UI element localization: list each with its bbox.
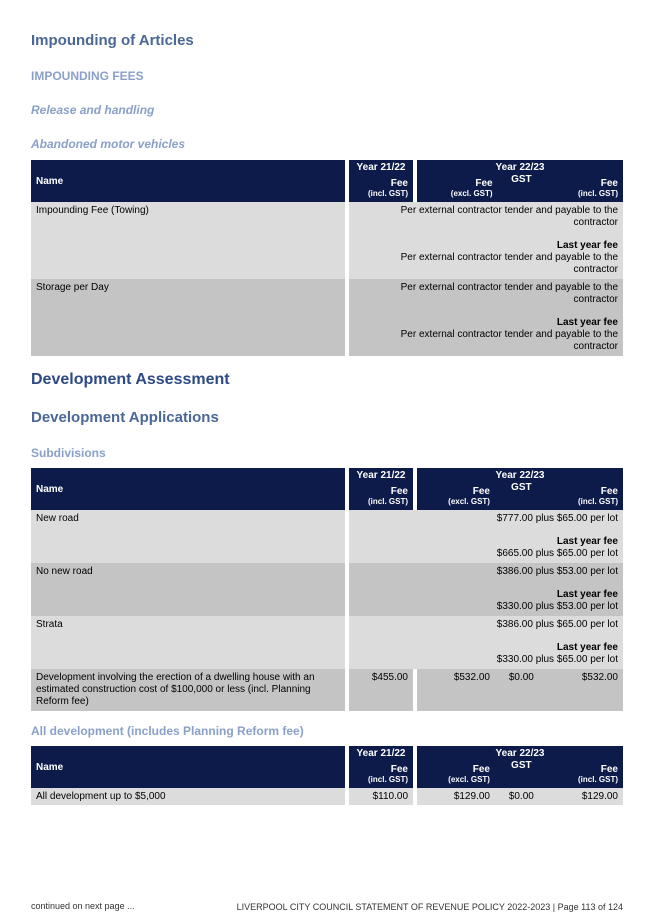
column-header-year-prev: Year 21/22 <box>349 468 417 482</box>
table-row <box>31 616 623 669</box>
row-fee-incl: $129.00 <box>548 788 623 805</box>
column-header-fee-incl: Fee (incl. GST) <box>548 482 623 510</box>
continued-note: continued on next page ... <box>31 901 135 911</box>
column-header-fee-excl: Fee (excl. GST) <box>417 760 495 788</box>
table-row <box>31 510 623 563</box>
fees-table-abandoned-vehicles <box>31 160 623 356</box>
section-title-dev-assessment: Development Assessment <box>31 371 230 388</box>
column-header-fee-incl-prev: Fee (incl. GST) <box>349 174 417 202</box>
column-header-name: Name <box>31 160 349 202</box>
row-fee: $386.00 plus $53.00 per lot Last year fee $330.00 plus $53.00 per lot <box>349 563 623 616</box>
subsection-impounding-fees: IMPOUNDING FEES <box>31 69 144 83</box>
column-header-fee-incl-prev: Fee (incl. GST) <box>349 482 417 510</box>
column-header-fee-excl: Fee (excl. GST) <box>417 174 498 202</box>
section-title-impounding: Impounding of Articles <box>31 32 194 49</box>
column-header-gst: GST <box>498 174 546 202</box>
row-name: Development involving the erection of a dwelling house with an estimated construction cost of $100,000 or less (incl. Planning Reform fee) <box>31 669 349 711</box>
row-fee: Per external contractor tender and payable to the contractor Last year fee Per external contractor tender and payable to the contractor <box>349 279 623 356</box>
table-row <box>31 202 623 279</box>
column-header-gst: GST <box>495 760 548 788</box>
row-fee-excl: $129.00 <box>417 788 495 805</box>
row-fee: $386.00 plus $65.00 per lot Last year fee $330.00 plus $65.00 per lot <box>349 616 623 669</box>
column-header-year-curr: Year 22/23 <box>417 160 623 174</box>
subsection-abandoned-vehicles: Abandoned motor vehicles <box>31 137 186 151</box>
row-name: Strata <box>31 616 349 669</box>
column-header-year-curr: Year 22/23 <box>417 746 623 760</box>
table-row <box>31 279 623 356</box>
row-fee-incl: $532.00 <box>548 669 623 711</box>
column-header-fee-incl: Fee (incl. GST) <box>548 760 623 788</box>
column-header-fee-incl: Fee (incl. GST) <box>545 174 623 202</box>
row-fee: $777.00 plus $65.00 per lot Last year fee $665.00 plus $65.00 per lot <box>349 510 623 563</box>
row-gst: $0.00 <box>495 669 548 711</box>
section-title-dev-applications: Development Applications <box>31 409 219 426</box>
column-header-name: Name <box>31 746 349 788</box>
fees-table-all-development <box>31 746 623 805</box>
row-fee-prev: $455.00 <box>349 669 417 711</box>
table-row <box>31 669 623 711</box>
row-name: Impounding Fee (Towing) <box>31 202 349 279</box>
subsection-all-development: All development (includes Planning Reform fee) <box>31 724 304 738</box>
row-name: New road <box>31 510 349 563</box>
column-header-name: Name <box>31 468 349 510</box>
subsection-subdivisions: Subdivisions <box>31 446 106 460</box>
row-gst: $0.00 <box>495 788 548 805</box>
row-name: All development up to $5,000 <box>31 788 349 805</box>
row-name: Storage per Day <box>31 279 349 356</box>
column-header-year-prev: Year 21/22 <box>349 746 417 760</box>
row-fee: Per external contractor tender and payable to the contractor Last year fee Per external contractor tender and payable to the contractor <box>349 202 623 279</box>
page-footer: LIVERPOOL CITY COUNCIL STATEMENT OF REVENUE POLICY 2022-2023 | Page 113 of 124 <box>236 902 623 912</box>
subsection-release-handling: Release and handling <box>31 103 155 117</box>
column-header-fee-excl: Fee (excl. GST) <box>417 482 495 510</box>
column-header-gst: GST <box>495 482 548 510</box>
row-fee-excl: $532.00 <box>417 669 495 711</box>
table-row <box>31 788 623 805</box>
column-header-fee-incl-prev: Fee (incl. GST) <box>349 760 417 788</box>
row-name: No new road <box>31 563 349 616</box>
table-row <box>31 563 623 616</box>
row-fee-prev: $110.00 <box>349 788 417 805</box>
fees-table-subdivisions <box>31 468 623 711</box>
column-header-year-curr: Year 22/23 <box>417 468 623 482</box>
column-header-year-prev: Year 21/22 <box>349 160 417 174</box>
